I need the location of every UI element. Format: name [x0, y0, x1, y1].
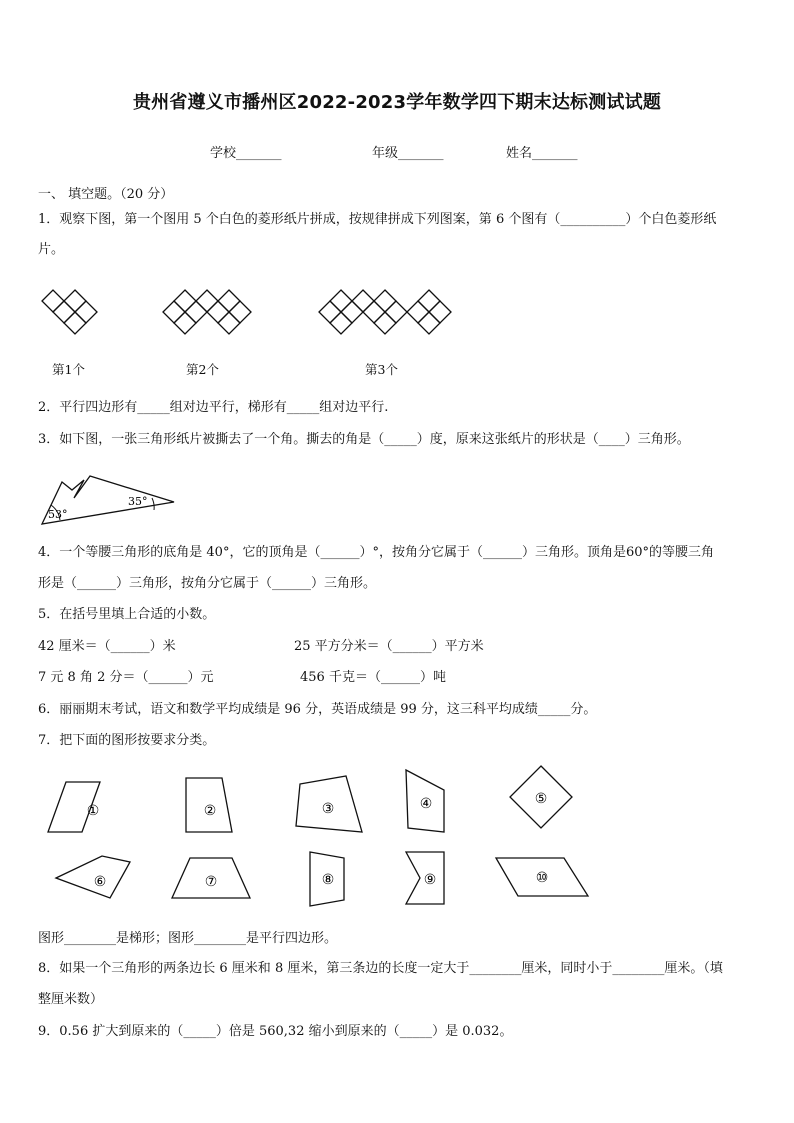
q5-item-2: 25 平方分米＝（______）平方米 — [294, 639, 484, 654]
pattern-2 — [163, 290, 251, 334]
angle-53-label: 53° — [48, 508, 68, 521]
question-7: 7．把下面的图形按要求分类。 — [38, 733, 216, 748]
shape-label-3: ③ — [321, 801, 335, 817]
shape-label-4: ④ — [419, 796, 433, 812]
pattern-1 — [42, 290, 97, 334]
name-field[interactable]: 姓名_______ — [506, 146, 578, 161]
caption-2: 第2个 — [186, 362, 219, 377]
shape-label-6: ⑥ — [93, 874, 107, 890]
question-4-line2: 形是（______）三角形，按角分它属于（______）三角形。 — [38, 576, 377, 591]
shape-label-8: ⑧ — [321, 872, 335, 888]
caption-1: 第1个 — [52, 362, 85, 377]
q5-item-1: 42 厘米＝（______）米 — [38, 639, 176, 654]
shapes-figure — [38, 760, 618, 910]
shape-label-7: ⑦ — [204, 874, 218, 890]
shape-label-5: ⑤ — [534, 791, 548, 807]
grade-field[interactable]: 年级_______ — [372, 146, 444, 161]
question-8-line1: 8．如果一个三角形的两条边长 6 厘米和 8 厘米，第三条边的长度一定大于________厘米，同时小于________厘米。（填 — [38, 961, 723, 976]
question-6: 6．丽丽期末考试，语文和数学平均成绩是 96 分，英语成绩是 99 分，这三科平均成绩_____分。 — [38, 702, 597, 717]
angle-35-label: 35° — [128, 495, 148, 508]
shape-label-2: ② — [203, 803, 217, 819]
question-8-line2: 整厘米数） — [38, 992, 104, 1007]
shape-label-9: ⑨ — [423, 872, 437, 888]
torn-triangle — [38, 468, 183, 528]
shape-label-10: ⑩ — [535, 870, 549, 886]
shape-label-1: ① — [86, 803, 100, 819]
question-5: 5．在括号里填上合适的小数。 — [38, 607, 216, 622]
q5-item-4: 456 千克＝（______）吨 — [300, 670, 446, 685]
question-1-line2: 片。 — [38, 242, 65, 257]
rhombus-patterns — [35, 272, 475, 352]
question-3: 3．如下图，一张三角形纸片被撕去了一个角。撕去的角是（_____）度，原来这张纸片的形状是（____）三角形。 — [38, 432, 690, 447]
page-title: 贵州省遵义市播州区2022-2023学年数学四下期末达标测试试题 — [132, 92, 662, 113]
q5-item-3: 7 元 8 角 2 分＝（______）元 — [38, 670, 214, 685]
section-heading: 一、 填空题。（20 分） — [38, 187, 174, 202]
question-1-line1: 1．观察下图，第一个图用 5 个白色的菱形纸片拼成，按规律拼成下列图案，第 6 个图有（__________）个白色菱形纸 — [38, 212, 717, 227]
question-9: 9．0.56 扩大到原来的（_____）倍是 560,32 缩小到原来的（_____）是 0.032。 — [38, 1024, 513, 1039]
question-4-line1: 4．一个等腰三角形的底角是 40°，它的顶角是（______）°，按角分它属于（______）三角形。顶角是60°的等腰三角 — [38, 545, 714, 560]
pattern-3 — [319, 290, 451, 334]
caption-3: 第3个 — [365, 362, 398, 377]
school-field[interactable]: 学校_______ — [210, 146, 282, 161]
question-2: 2．平行四边形有_____组对边平行，梯形有_____组对边平行. — [38, 400, 389, 415]
question-7-answer: 图形________是梯形；图形________是平行四边形。 — [38, 931, 338, 946]
